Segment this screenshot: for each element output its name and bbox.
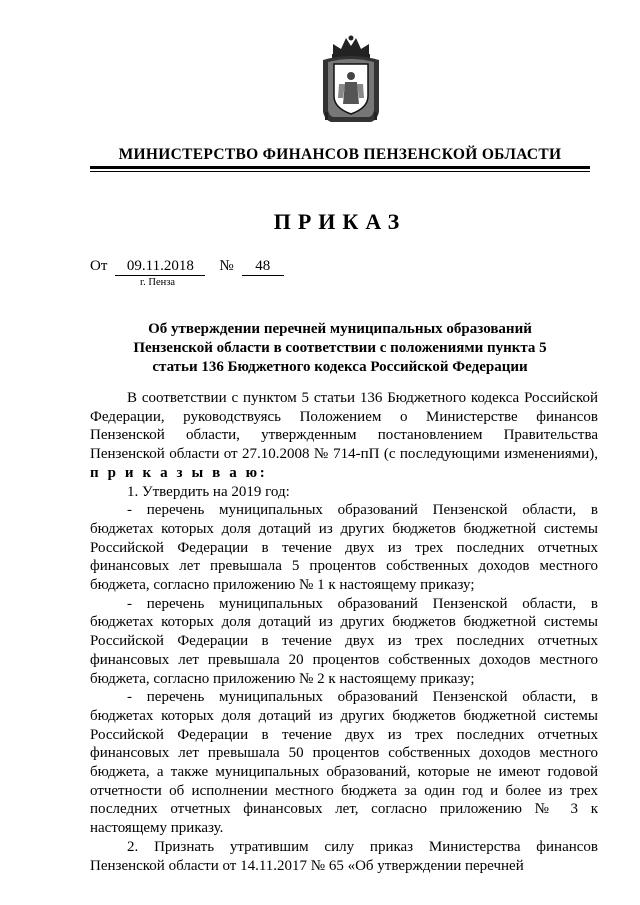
header-divider-thick <box>90 166 590 169</box>
city-label: г. Пенза <box>140 277 176 288</box>
item-2-paragraph: 2. Признать утратившим силу приказ Министерства финансов Пензенской области от 14.11.2017 № 65 «Об утверждении перечней <box>90 838 598 874</box>
item-1-intro: 1. Утвердить на 2019 год: <box>127 483 290 500</box>
document-title: ПРИКАЗ <box>273 209 407 234</box>
date-number-line <box>90 258 284 276</box>
order-subject: Об утверждении перечней муниципальных образований Пензенской области в соответствии с положениями пункта 5 статьи 136 Бюджетного кодекса Российской Федерации <box>133 321 547 375</box>
list-item: - перечень муниципальных образований Пензенской области, в бюджетах которых доля дотаций из других бюджетов бюджетной системы Российской Федерации в течение двух из трех последних отчетных финансовых лет превышала 5 процентов собственных доходов местного бюджета, согласно приложению № 1 к настоящему приказу; <box>90 502 598 594</box>
order-number: 48 <box>242 258 284 276</box>
order-date: 09.11.2018 <box>115 258 205 276</box>
header-divider-thin <box>90 171 590 172</box>
order-word: п р и к а з ы в а ю: <box>90 464 268 481</box>
order-body <box>90 389 598 875</box>
list-item: - перечень муниципальных образований Пензенской области, в бюджетах которых доля дотаций из других бюджетов бюджетной системы Российской Федерации в течение двух из трех последних отчетных финансовых лет превышала 50 процентов собственных доходов местного бюджета, а также муниципальных образований, которые не имеют годовой отчетности об исполнении местного бюджета за один год и более из трех последних отчетных финансовых лет, согласно приложению № 3 к настоящему приказу. <box>90 689 598 837</box>
number-label: № <box>219 258 234 274</box>
list-item: - перечень муниципальных образований Пензенской области, в бюджетах которых доля дотаций из других бюджетов бюджетной системы Российской Федерации в течение двух из трех последних отчетных финансовых лет превышала 20 процентов собственных доходов местного бюджета, согласно приложению № 2 к настоящему приказу; <box>90 595 598 687</box>
coat-of-arms-icon <box>319 34 383 126</box>
preamble-text: В соответствии с пунктом 5 статьи 136 Бюджетного кодекса Российской Федерации, руководствуясь Положением о Министерстве финансов Пензенской области, утвержденным постановлением Правительства Пензенской области от 27.10.2008 № 714-пП (с последующими изменениями), <box>90 390 598 463</box>
from-label: От <box>90 258 108 274</box>
ministry-title: МИНИСТЕРСТВО ФИНАНСОВ ПЕНЗЕНСКОЙ ОБЛАСТИ <box>118 146 562 163</box>
preamble-paragraph <box>90 389 598 483</box>
